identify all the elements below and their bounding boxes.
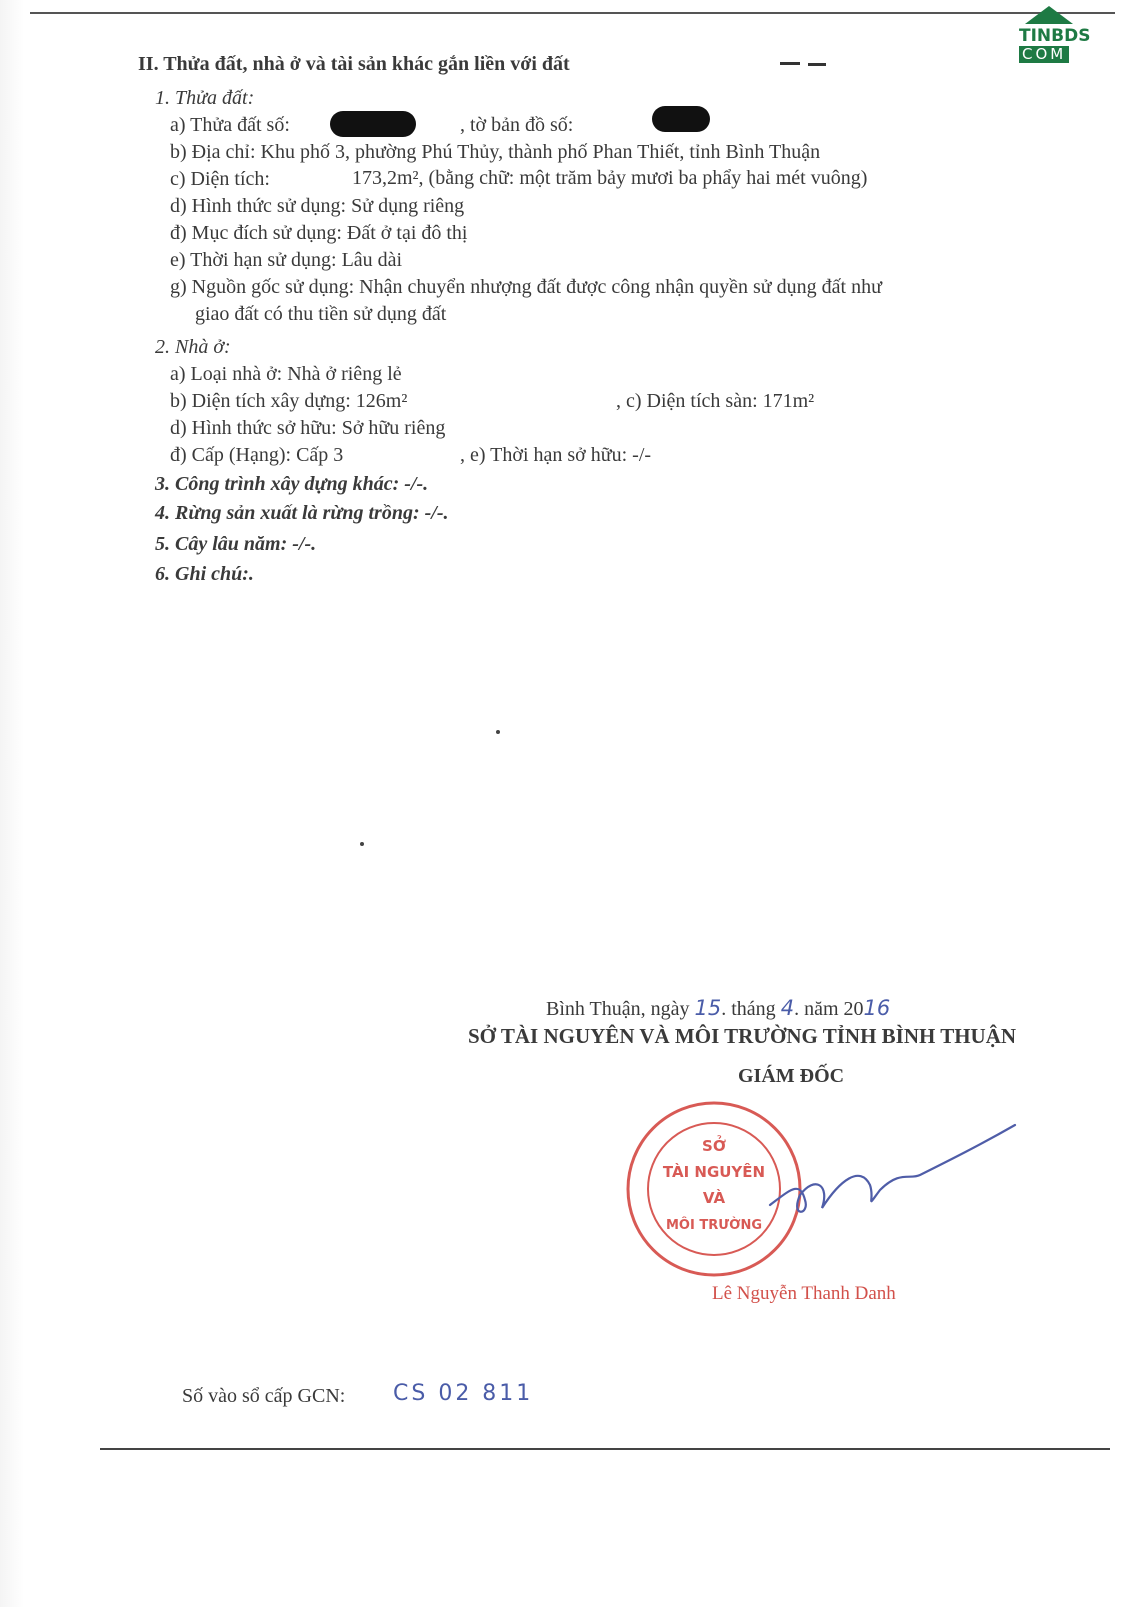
land-area-value: 173,2m², (bằng chữ: một trăm bảy mươi ba phẩy hai mét vuông) — [352, 167, 868, 189]
date-year: 16 — [863, 996, 891, 1020]
stamp-text-1: SỞ — [702, 1137, 726, 1155]
position-title: GIÁM ĐỐC — [738, 1065, 845, 1087]
date-prefix: Bình Thuận, ngày — [546, 998, 690, 1020]
land-origin-line1: g) Nguồn gốc sử dụng: Nhận chuyển nhượng đất được công nhận quyền sử dụng đất như — [170, 276, 882, 298]
date-month: 4 — [780, 996, 795, 1020]
map-sheet-label: , tờ bản đồ số: — [460, 114, 574, 136]
signature-scribble — [760, 1120, 1020, 1240]
house-ownership-term: , e) Thời hạn sở hữu: -/- — [460, 444, 652, 466]
land-area-label: c) Diện tích: — [170, 168, 270, 190]
date-day: 15 — [694, 996, 722, 1020]
signature-stroke — [770, 1125, 1015, 1212]
signer-name: Lê Nguyễn Thanh Danh — [712, 1283, 896, 1304]
section-title: II. Thửa đất, nhà ở và tài sản khác gắn liền với đất — [138, 53, 570, 75]
scan-speck — [360, 842, 364, 846]
land-use-purpose: đ) Mục đích sử dụng: Đất ở tại đô thị — [170, 222, 468, 244]
dash-mark — [780, 62, 800, 65]
house-built-area: b) Diện tích xây dựng: 126m² — [170, 390, 408, 412]
date-line: Bình Thuận, ngày 15. tháng 4. năm 2016 — [546, 996, 891, 1020]
stamp-text-4: MÔI TRƯỜNG — [666, 1218, 762, 1233]
house-heading: 2. Nhà ở: — [155, 336, 231, 358]
notes: 6. Ghi chú:. — [155, 563, 254, 585]
stamp-text-3: VÀ — [702, 1189, 726, 1207]
land-heading: 1. Thửa đất: — [155, 87, 255, 109]
redacted-map-sheet — [652, 106, 710, 132]
year-label: năm 20 — [804, 998, 864, 1020]
agency-name: SỞ TÀI NGUYÊN VÀ MÔI TRƯỜNG TỈNH BÌNH THUẬN — [468, 1024, 1017, 1048]
house-roof-icon — [1025, 6, 1073, 24]
land-use-form: d) Hình thức sử dụng: Sử dụng riêng — [170, 195, 465, 217]
tinbds-logo — [1015, 6, 1091, 63]
stamp-text-2: TÀI NGUYÊN — [662, 1163, 766, 1181]
production-forest: 4. Rừng sản xuất là rừng trồng: -/-. — [155, 502, 449, 524]
house-ownership: d) Hình thức sở hữu: Sở hữu riêng — [170, 417, 446, 439]
dash-mark — [808, 63, 826, 66]
house-type: a) Loại nhà ở: Nhà ở riêng lẻ — [170, 363, 402, 385]
redacted-land-number — [330, 111, 416, 137]
scan-edge — [0, 0, 24, 1607]
month-label: tháng — [731, 998, 776, 1020]
house-floor-area: , c) Diện tích sàn: 171m² — [616, 390, 815, 412]
land-use-term: e) Thời hạn sử dụng: Lâu dài — [170, 249, 403, 271]
bottom-border-line — [100, 1448, 1110, 1450]
other-construction: 3. Công trình xây dựng khác: -/-. — [155, 473, 429, 495]
logo-text-com: COM — [1019, 46, 1069, 63]
logo-text-tinbds: TINBDS — [1019, 26, 1091, 46]
top-border-line — [30, 12, 1115, 14]
scan-speck — [496, 730, 500, 734]
perennial-trees: 5. Cây lâu năm: -/-. — [155, 533, 317, 555]
gcn-register-number: CS 02 811 — [393, 1381, 534, 1406]
land-address: b) Địa chỉ: Khu phố 3, phường Phú Thủy, thành phố Phan Thiết, tỉnh Bình Thuận — [170, 141, 821, 163]
land-origin-line2: giao đất có thu tiền sử dụng đất — [195, 303, 447, 325]
gcn-register-label: Số vào sổ cấp GCN: — [182, 1385, 346, 1407]
land-number-label: a) Thửa đất số: — [170, 114, 290, 136]
house-grade: đ) Cấp (Hạng): Cấp 3 — [170, 444, 344, 466]
